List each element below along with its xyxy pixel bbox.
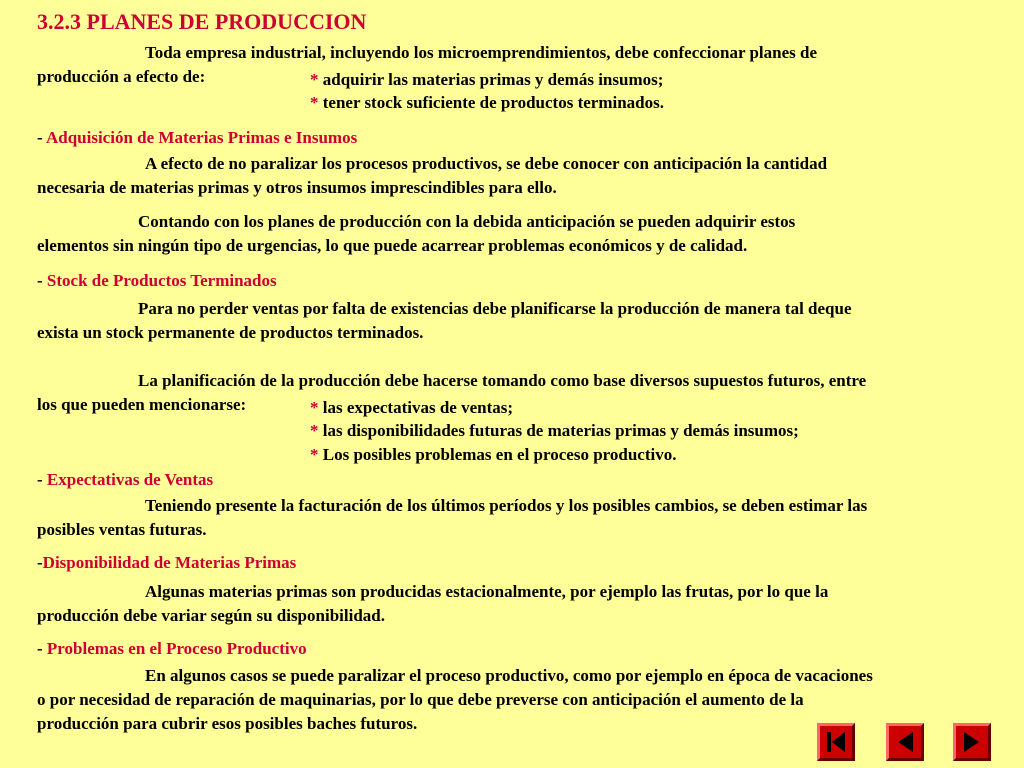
previous-slide-button[interactable]: [886, 723, 924, 761]
stock-p2-line-1: La planificación de la producción debe hacerse tomando como base diversos supuestos futuros, entre: [138, 371, 867, 390]
stock-bullet-3: * Los posibles problemas en el proceso productivo.: [310, 445, 677, 464]
section-heading-expectativas: - Expectativas de Ventas: [37, 470, 214, 489]
stock-p1-line-2: exista un stock permanente de productos terminados.: [37, 323, 424, 342]
next-slide-button[interactable]: [953, 723, 991, 761]
section-heading-stock: - Stock de Productos Terminados: [37, 271, 277, 290]
stock-p2-line-2: los que pueden mencionarse:: [37, 395, 247, 414]
disponibilidad-line-2: producción debe variar según su disponibilidad.: [37, 606, 385, 625]
problemas-line-1: En algunos casos se puede paralizar el proceso productivo, como por ejemplo en época de vacaciones: [145, 666, 873, 685]
problemas-line-3: producción para cubrir esos posibles baches futuros.: [37, 714, 418, 733]
adquisicion-p1-line-1: A efecto de no paralizar los procesos productivos, se debe conocer con anticipación la cantidad: [145, 154, 828, 173]
intro-bullet-2: * tener stock suficiente de productos terminados.: [310, 93, 664, 112]
stock-p1-line-1: Para no perder ventas por falta de existencias debe planificarse la producción de manera tal deque: [138, 299, 852, 318]
intro-bullet-1: * adquirir las materias primas y demás insumos;: [310, 70, 664, 89]
previous-slide-icon: [889, 726, 921, 758]
problemas-line-2: o por necesidad de reparación de maquinarias, por lo que debe preverse con anticipación el aumento de la: [37, 690, 804, 709]
expectativas-line-1: Teniendo presente la facturación de los últimos períodos y los posibles cambios, se deben estimar las: [145, 496, 868, 515]
disponibilidad-line-1: Algunas materias primas son producidas estacionalmente, por ejemplo las frutas, por lo que la: [145, 582, 829, 601]
page-title: 3.2.3 PLANES DE PRODUCCION: [37, 9, 367, 34]
expectativas-line-2: posibles ventas futuras.: [37, 520, 207, 539]
section-heading-adquisicion: - Adquisición de Materias Primas e Insumos: [37, 128, 358, 147]
intro-line-2: producción a efecto de:: [37, 67, 206, 86]
section-heading-problemas: - Problemas en el Proceso Productivo: [37, 639, 307, 658]
section-heading-disponibilidad: -Disponibilidad de Materias Primas: [37, 553, 297, 572]
stock-bullet-2: * las disponibilidades futuras de materias primas y demás insumos;: [310, 421, 799, 440]
first-slide-icon: [820, 726, 852, 758]
first-slide-button[interactable]: [817, 723, 855, 761]
stock-bullet-1: * las expectativas de ventas;: [310, 398, 514, 417]
next-slide-icon: [956, 726, 988, 758]
adquisicion-p1-line-2: necesaria de materias primas y otros insumos imprescindibles para ello.: [37, 178, 557, 197]
adquisicion-p2-line-1: Contando con los planes de producción con la debida anticipación se pueden adquirir estos: [138, 212, 796, 231]
adquisicion-p2-line-2: elementos sin ningún tipo de urgencias, lo que puede acarrear problemas económicos y de calidad.: [37, 236, 748, 255]
intro-line-1: Toda empresa industrial, incluyendo los microemprendimientos, debe confeccionar planes de: [145, 43, 818, 62]
